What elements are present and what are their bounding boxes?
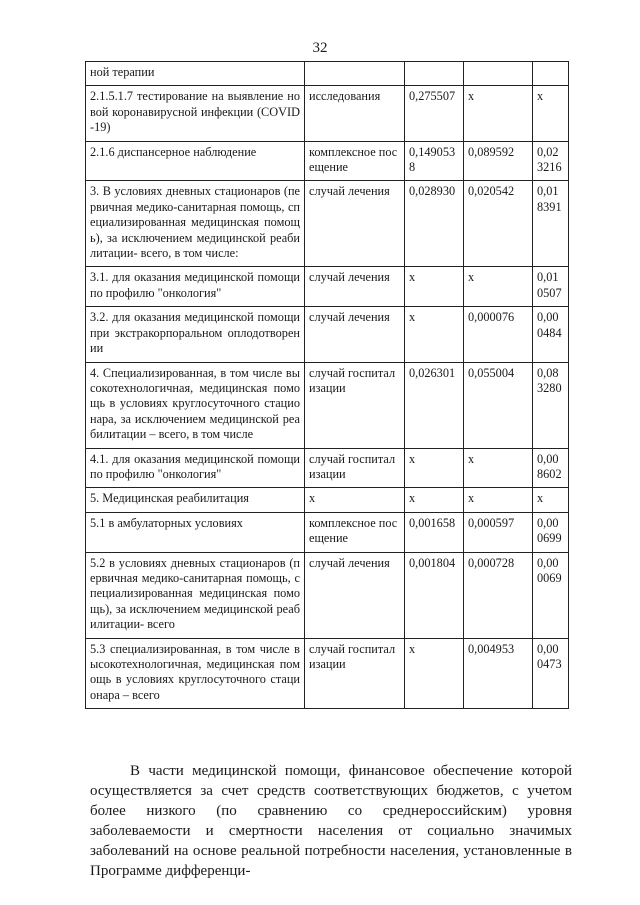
value-cell: 0,020542 — [464, 181, 533, 267]
value-cell: 0,000076 — [464, 307, 533, 362]
value-cell: 0,000699 — [533, 512, 569, 552]
value-cell: x — [464, 448, 533, 488]
value-cell: 0,008602 — [533, 448, 569, 488]
row-name-cell: 5.1 в амбулаторных условиях — [86, 512, 305, 552]
value-cell: 0,275507 — [405, 86, 464, 141]
value-cell: 0,001804 — [405, 552, 464, 638]
value-cell: 0,004953 — [464, 638, 533, 709]
unit-cell: случай лечения — [305, 552, 405, 638]
table-row — [86, 307, 569, 362]
table-row — [86, 362, 569, 448]
row-name-cell: 5. Медицинская реабилитация — [86, 488, 305, 512]
value-cell: 0,010507 — [533, 267, 569, 307]
value-cell: x — [405, 488, 464, 512]
table-row — [86, 181, 569, 267]
value-cell: 0,023216 — [533, 141, 569, 181]
unit-cell: случай госпитализации — [305, 362, 405, 448]
value-cell: 0,018391 — [533, 181, 569, 267]
value-cell: 0,083280 — [533, 362, 569, 448]
unit-cell — [305, 62, 405, 86]
row-name-cell: 5.3 специализированная, в том числе высокотехнологичная, медицинская помощь в условиях круглосуточного стационара – всего — [86, 638, 305, 709]
value-cell: 0,028930 — [405, 181, 464, 267]
body-paragraph: В части медицинской помощи, финансовое обеспечение которой осуществляется за счет средств соответствующих бюджетов, с учетом более низкого (по сравнению со среднероссийским) уровня заболеваемости и смертности населения от социально значимых заболеваний на основе реальной потребности населения, установленные в Программе дифференци- — [90, 763, 572, 879]
unit-cell: x — [305, 488, 405, 512]
unit-cell: комплексное посещение — [305, 141, 405, 181]
table-row — [86, 488, 569, 512]
value-cell: x — [533, 488, 569, 512]
value-cell — [405, 62, 464, 86]
value-cell: 0,055004 — [464, 362, 533, 448]
value-cell: 0,1490538 — [405, 141, 464, 181]
value-cell: 0,000597 — [464, 512, 533, 552]
table-row — [86, 267, 569, 307]
value-cell: x — [405, 448, 464, 488]
value-cell — [464, 62, 533, 86]
row-name-cell: 4.1. для оказания медицинской помощи по профилю "онкология" — [86, 448, 305, 488]
page-number: 32 — [312, 40, 328, 56]
table-row — [86, 62, 569, 86]
row-name-cell: 3.2. для оказания медицинской помощи при экстракорпоральном оплодотворении — [86, 307, 305, 362]
value-cell: 0,089592 — [464, 141, 533, 181]
row-name-cell: ной терапии — [86, 62, 305, 86]
unit-cell: комплексное посещение — [305, 512, 405, 552]
value-cell: x — [533, 86, 569, 141]
table-row — [86, 141, 569, 181]
table-row — [86, 86, 569, 141]
unit-cell: случай госпитализации — [305, 448, 405, 488]
value-cell: 0,000728 — [464, 552, 533, 638]
value-cell: x — [405, 267, 464, 307]
unit-cell: случай лечения — [305, 307, 405, 362]
row-name-cell: 3. В условиях дневных стационаров (первичная медико-санитарная помощь, специализированная медицинская помощь), за исключением медицинской реабилитации- всего, в том числе: — [86, 181, 305, 267]
value-cell: 0,001658 — [405, 512, 464, 552]
row-name-cell: 4. Специализированная, в том числе высокотехнологичная, медицинская помощь в условиях круглосуточного стационара, за исключением медицинской реабилитации – всего, в том числе — [86, 362, 305, 448]
value-cell: 0,000069 — [533, 552, 569, 638]
unit-cell: случай госпитализации — [305, 638, 405, 709]
row-name-cell: 2.1.5.1.7 тестирование на выявление новой коронавирусной инфекции (COVID-19) — [86, 86, 305, 141]
row-name-cell: 5.2 в условиях дневных стационаров (первичная медико-санитарная помощь, специализированная медицинская помощь), за исключением медицинской реабилитации- всего — [86, 552, 305, 638]
unit-cell: случай лечения — [305, 267, 405, 307]
volume-norms-table — [85, 61, 569, 709]
value-cell — [533, 62, 569, 86]
value-cell: 0,000473 — [533, 638, 569, 709]
table-row — [86, 448, 569, 488]
unit-cell: исследования — [305, 86, 405, 141]
value-cell: x — [464, 267, 533, 307]
row-name-cell: 2.1.6 диспансерное наблюдение — [86, 141, 305, 181]
value-cell: 0,000484 — [533, 307, 569, 362]
value-cell: x — [464, 488, 533, 512]
value-cell: x — [405, 307, 464, 362]
table-row — [86, 512, 569, 552]
table-row — [86, 638, 569, 709]
value-cell: 0,026301 — [405, 362, 464, 448]
value-cell: x — [464, 86, 533, 141]
row-name-cell: 3.1. для оказания медицинской помощи по профилю "онкология" — [86, 267, 305, 307]
unit-cell: случай лечения — [305, 181, 405, 267]
value-cell: x — [405, 638, 464, 709]
table-row — [86, 552, 569, 638]
